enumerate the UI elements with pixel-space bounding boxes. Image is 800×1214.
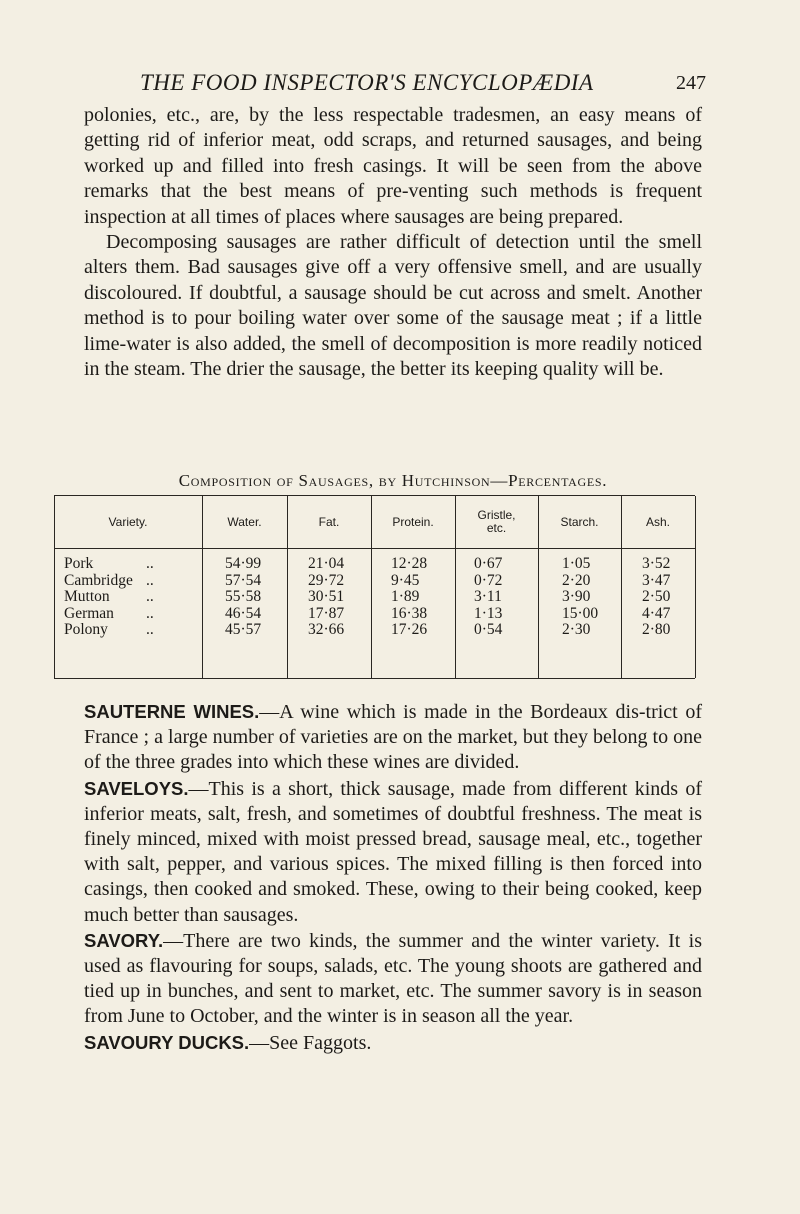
- entry-term: SAVOURY DUCKS.: [84, 1031, 250, 1053]
- paragraph: Decomposing sausages are rather difficult of detection until the smell alters them. Bad sausages give off a very offensive smell, and are usually discoloured. If doubtful, a sausage should be cut across and smelt. Another method is to pour boiling water over some of the sausage meat ; if a little lime-water is also added, the smell of decomposition is more readily noticed in the steam. The drier the sausage, the better its keeping quality will be.: [84, 231, 702, 381]
- leader-dots: ..: [146, 604, 154, 622]
- variety-name: Polony: [64, 621, 108, 638]
- page-header: [140, 70, 706, 100]
- table-cell: 0·54: [474, 621, 503, 638]
- column-header: Gristle, etc.: [477, 508, 516, 535]
- entry-savory: [84, 928, 702, 1030]
- table-cell: 17·26: [391, 621, 428, 638]
- entry-saveloys: [84, 776, 702, 928]
- table-cell: 30·51: [308, 588, 345, 605]
- table-cell: 12·28: [391, 555, 428, 572]
- protein-column: [391, 556, 445, 639]
- table-cell: 54·99: [225, 555, 262, 572]
- entry-term: SAVELOYS.: [84, 777, 189, 799]
- encyclopedia-entries: [84, 699, 702, 1056]
- table-cell: 3·90: [562, 588, 591, 605]
- column-header: Variety.: [108, 514, 148, 529]
- table-row: [64, 606, 176, 623]
- table-cell: 15·00: [562, 604, 599, 622]
- table-heading: Composition of Sausages, by Hutchinson—Percentages.: [178, 471, 608, 490]
- table-cell: 9·45: [391, 571, 420, 589]
- table-cell: 2·80: [642, 621, 671, 638]
- entry-term: SAVORY.: [84, 929, 164, 951]
- column-header: Protein.: [392, 514, 434, 529]
- leader-dots: ..: [146, 588, 154, 605]
- table-cell: 55·58: [225, 588, 262, 605]
- page-number: 247: [676, 72, 706, 94]
- fat-column: [308, 556, 362, 639]
- table-cell: 2·50: [642, 588, 671, 605]
- table-cell: 3·47: [642, 571, 671, 589]
- variety-name: Mutton: [64, 588, 110, 605]
- table-cell: 2·30: [562, 621, 591, 638]
- entry-text: —This is a short, thick sausage, made from different kinds of inferior meats, salt, fresh, and sometimes of doubtful freshness. The meat is finely minced, mixed with moist pressed bread, sausage meal, etc., together with salt, pepper, and various spices. The mixed filling is then forced into casings, then cooked and smoked. These, owing to their being cooked, keep much better than sausages.: [84, 777, 702, 926]
- column-header: Starch.: [560, 514, 599, 529]
- starch-column: [562, 556, 616, 639]
- table-row: [64, 589, 176, 606]
- entry-savoury-ducks: [84, 1030, 702, 1056]
- paragraph: polonies, etc., are, by the less respectable tradesmen, an easy means of getting rid of inferior meat, odd scraps, and returned sausages, and being worked up and filled into fresh casings. It will be seen from the above remarks that the best means of pre-venting such methods is frequent inspection at all times of places where sausages are being prepared.: [84, 104, 702, 228]
- running-title: THE FOOD INSPECTOR'S ENCYCLOPÆDIA: [140, 70, 594, 95]
- leader-dots: ..: [146, 555, 154, 572]
- entry-term: SAUTERNE WINES.: [84, 701, 260, 722]
- column-header: Ash.: [645, 514, 670, 529]
- table-cell: 0·72: [474, 571, 503, 589]
- water-column: [225, 556, 279, 639]
- leader-dots: ..: [146, 621, 154, 638]
- table-cell: 3·52: [642, 555, 671, 572]
- table-row: [64, 622, 176, 639]
- table-cell: 4·47: [642, 604, 671, 622]
- table-cell: 3·11: [474, 588, 502, 605]
- ash-column: [642, 556, 696, 639]
- table-cell: 16·38: [391, 604, 428, 622]
- column-header: Fat.: [318, 514, 340, 529]
- table-cell: 0·67: [474, 555, 503, 572]
- variety-name: Pork: [64, 555, 94, 572]
- table-cell: 1·13: [474, 604, 503, 622]
- table-cell: 29·72: [308, 571, 345, 589]
- entry-text: —There are two kinds, the summer and the winter variety. It is used as flavouring for soups, salads, etc. The young shoots are gathered and tied up in bunches, and sent to market, etc. The summer savory is in season from June to October, and the winter is in season all the year.: [84, 929, 702, 1028]
- table-cell: 1·89: [391, 588, 420, 605]
- gristle-column: [474, 556, 528, 639]
- header-rule: [54, 548, 695, 549]
- column-header: Water.: [227, 514, 262, 529]
- table-cell: 17·87: [308, 604, 345, 622]
- entry-text: —See Faggots.: [249, 1031, 372, 1054]
- table-cell: 46·54: [225, 604, 262, 622]
- composition-table: [54, 495, 695, 679]
- entry-text: —A wine which is made in the Bordeaux dis-trict of France ; a large number of varieties are on the market, but they belong to one of the three grades into which these wines are divided.: [84, 701, 702, 774]
- table-row: [64, 556, 176, 573]
- variety-name: German: [64, 604, 114, 622]
- leader-dots: ..: [146, 571, 154, 589]
- variety-column: [64, 556, 176, 639]
- table-cell: 57·54: [225, 571, 262, 589]
- table-cell: 45·57: [225, 621, 262, 638]
- table-cell: 2·20: [562, 571, 591, 589]
- entry-sauterne-wines: [84, 699, 702, 776]
- table-cell: 21·04: [308, 555, 345, 572]
- table-cell: 32·66: [308, 621, 345, 638]
- table-cell: 1·05: [562, 555, 591, 572]
- intro-text: [84, 103, 702, 382]
- variety-name: Cambridge: [64, 571, 133, 589]
- table-row: [64, 573, 176, 590]
